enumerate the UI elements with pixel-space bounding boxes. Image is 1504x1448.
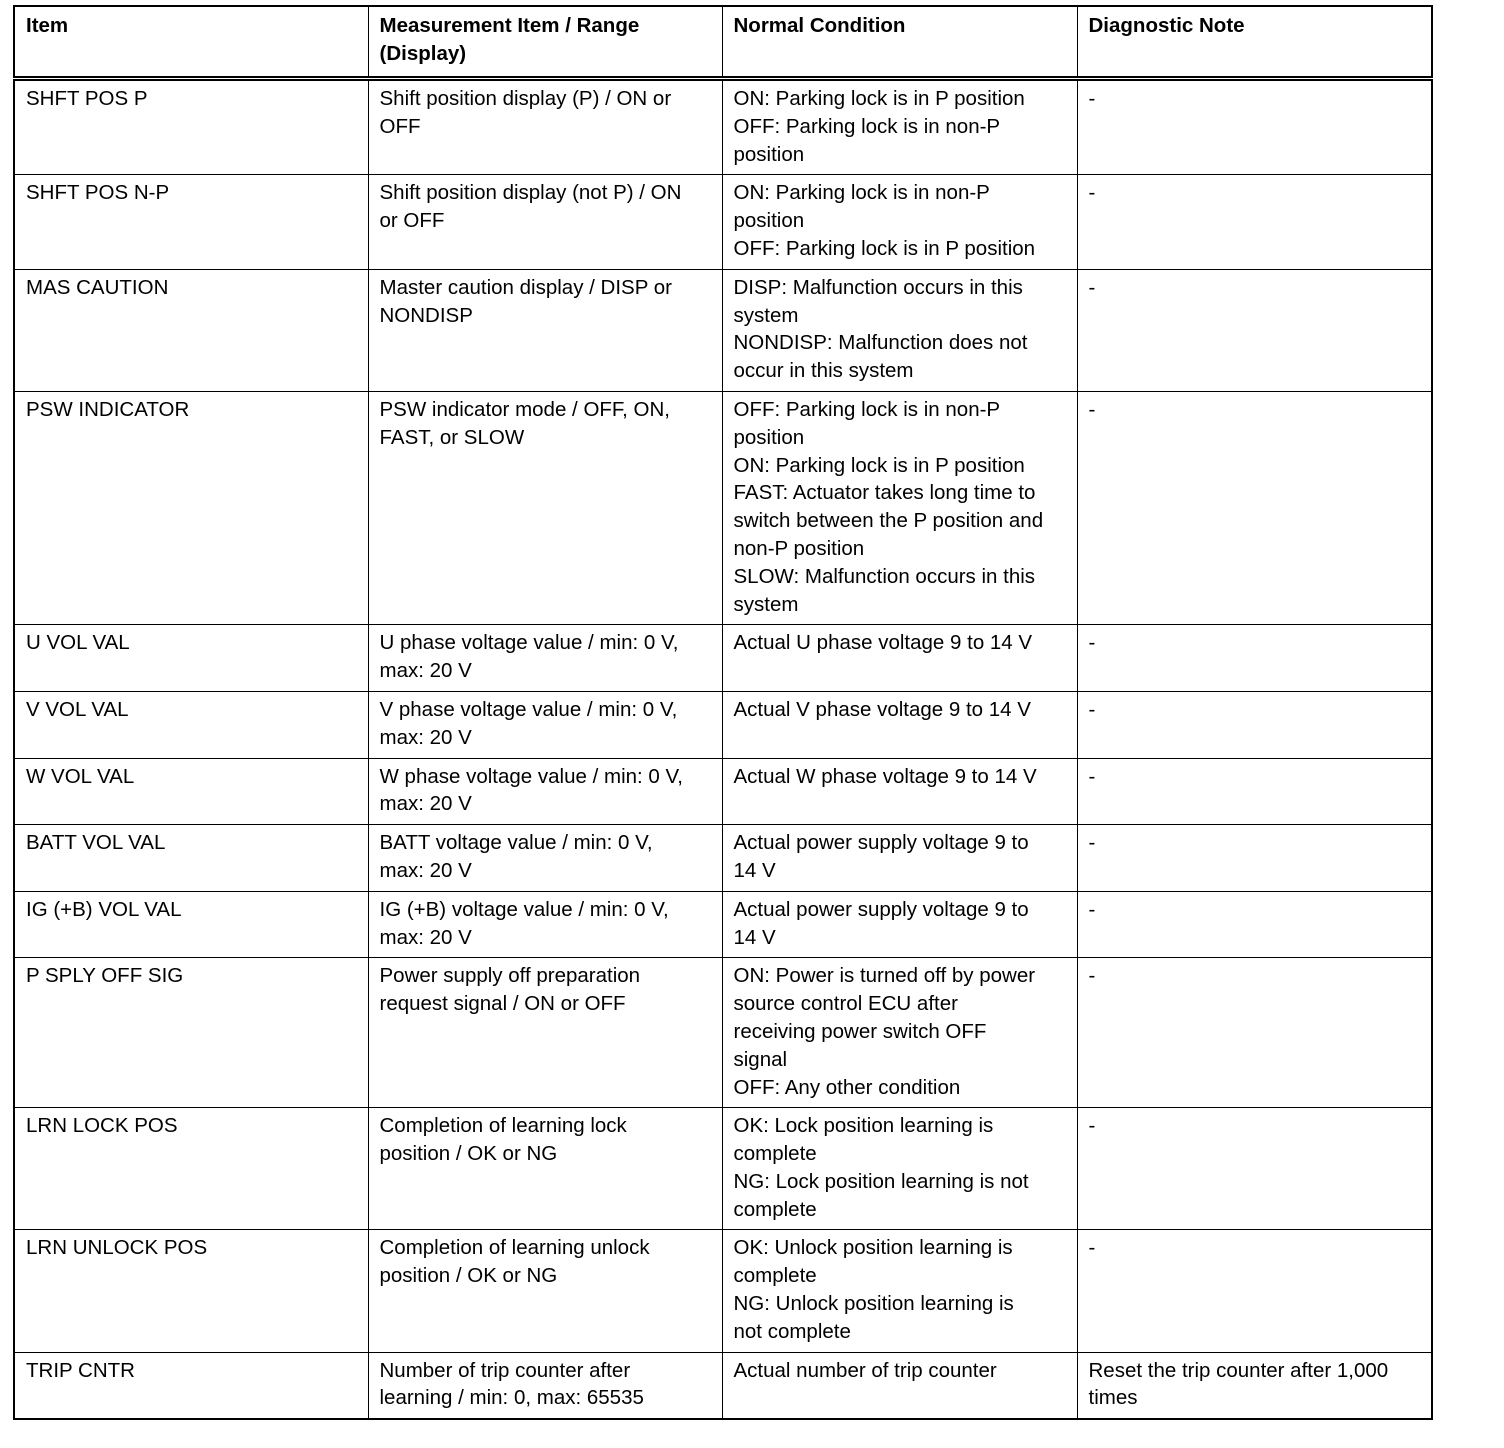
cell-text-line: Actual power supply voltage 9 to xyxy=(733,897,1029,921)
item-name: LRN UNLOCK POS xyxy=(26,1236,208,1260)
cell-text-line: ON: Parking lock is in non-P xyxy=(733,181,990,205)
item-name: U VOL VAL xyxy=(26,631,130,655)
cell-measurement xyxy=(368,79,722,175)
cell-normal-condition xyxy=(722,625,1077,692)
cell-measurement xyxy=(368,758,722,825)
cell-item xyxy=(14,269,368,391)
item-name: MAS CAUTION xyxy=(26,275,169,299)
item-name: BATT VOL VAL xyxy=(26,831,166,855)
cell-text-line: switch between the P position and xyxy=(733,509,1044,533)
cell-diagnostic-note xyxy=(1077,625,1432,692)
cell-text-line: max: 20 V xyxy=(379,725,472,749)
cell-text-line: OK: Lock position learning is xyxy=(733,1114,994,1138)
cell-diagnostic-note xyxy=(1077,175,1432,269)
cell-text-line: OFF: Parking lock is in non-P xyxy=(733,397,1001,421)
cell-diagnostic-note xyxy=(1077,1352,1432,1419)
cell-text-line: source control ECU after xyxy=(733,992,958,1016)
cell-text-line: Master caution display / DISP or xyxy=(379,275,672,299)
cell-normal-condition xyxy=(722,958,1077,1108)
header-measurement xyxy=(368,6,722,79)
cell-text-line: - xyxy=(1088,964,1096,988)
cell-item xyxy=(14,891,368,958)
table-row xyxy=(14,625,1432,692)
header-diagnostic-note xyxy=(1077,6,1432,79)
cell-measurement xyxy=(368,1352,722,1419)
cell-normal-condition xyxy=(722,79,1077,175)
table-row xyxy=(14,175,1432,269)
item-name: W VOL VAL xyxy=(26,764,135,788)
table-row xyxy=(14,1230,1432,1352)
cell-text-line: - xyxy=(1088,697,1096,721)
cell-text-line: ON: Parking lock is in P position xyxy=(733,87,1025,110)
cell-measurement xyxy=(368,958,722,1108)
cell-text-line: 14 V xyxy=(733,858,776,882)
cell-text-line: (Display) xyxy=(379,41,467,65)
cell-text-line: FAST: Actuator takes long time to xyxy=(733,481,1036,505)
cell-text-line: Actual V phase voltage 9 to 14 V xyxy=(733,697,1031,721)
cell-text-line: - xyxy=(1088,764,1096,788)
cell-normal-condition xyxy=(722,691,1077,758)
cell-text-line: FAST, or SLOW xyxy=(379,425,525,449)
cell-text-line: max: 20 V xyxy=(379,858,472,882)
cell-measurement xyxy=(368,175,722,269)
cell-item xyxy=(14,691,368,758)
cell-diagnostic-note xyxy=(1077,79,1432,175)
cell-diagnostic-note xyxy=(1077,958,1432,1108)
item-name: P SPLY OFF SIG xyxy=(26,964,184,988)
table-row xyxy=(14,1352,1432,1419)
cell-measurement xyxy=(368,269,722,391)
cell-text-line: Normal Condition xyxy=(733,14,906,37)
cell-text-line: - xyxy=(1088,181,1096,205)
cell-item xyxy=(14,758,368,825)
cell-text-line: NONDISP xyxy=(379,303,473,327)
cell-measurement xyxy=(368,625,722,692)
cell-text-line: position xyxy=(733,425,805,449)
cell-diagnostic-note xyxy=(1077,1108,1432,1230)
cell-measurement xyxy=(368,1230,722,1352)
header-item xyxy=(14,6,368,79)
cell-diagnostic-note xyxy=(1077,758,1432,825)
cell-text-line: DISP: Malfunction occurs in this xyxy=(733,275,1023,299)
cell-text-line: Actual W phase voltage 9 to 14 V xyxy=(733,764,1037,788)
cell-text-line: Reset the trip counter after 1,000 xyxy=(1088,1358,1389,1382)
cell-measurement xyxy=(368,1108,722,1230)
header-row xyxy=(14,6,1432,79)
table-row xyxy=(14,891,1432,958)
cell-text-line: - xyxy=(1088,1114,1096,1138)
data-list-table xyxy=(13,5,1433,1420)
cell-text-line: Completion of learning lock xyxy=(379,1114,627,1138)
cell-diagnostic-note xyxy=(1077,1230,1432,1352)
cell-item xyxy=(14,79,368,175)
cell-text-line: - xyxy=(1088,397,1096,421)
cell-text-line: Item xyxy=(26,14,69,37)
cell-text-line: NONDISP: Malfunction does not xyxy=(733,331,1028,355)
table-row xyxy=(14,825,1432,892)
cell-text-line: system xyxy=(733,592,799,616)
cell-diagnostic-note xyxy=(1077,391,1432,624)
cell-text-line: receiving power switch OFF xyxy=(733,1019,987,1043)
cell-text-line: Number of trip counter after xyxy=(379,1358,631,1382)
cell-normal-condition xyxy=(722,1230,1077,1352)
cell-text-line: non-P position xyxy=(733,536,865,560)
cell-text-line: U phase voltage value / min: 0 V, xyxy=(379,631,679,655)
cell-text-line: Shift position display (P) / ON or xyxy=(379,87,672,110)
cell-text-line: SLOW: Malfunction occurs in this xyxy=(733,564,1036,588)
cell-text-line: Actual U phase voltage 9 to 14 V xyxy=(733,631,1033,655)
table-row xyxy=(14,391,1432,624)
cell-measurement xyxy=(368,691,722,758)
cell-text-line: system xyxy=(733,303,799,327)
cell-text-line: complete xyxy=(733,1264,817,1288)
table-row xyxy=(14,269,1432,391)
cell-normal-condition xyxy=(722,391,1077,624)
cell-text-line: position xyxy=(733,209,805,233)
cell-normal-condition xyxy=(722,1108,1077,1230)
cell-text-line: W phase voltage value / min: 0 V, xyxy=(379,764,683,788)
cell-diagnostic-note xyxy=(1077,269,1432,391)
cell-item xyxy=(14,175,368,269)
table-body xyxy=(14,79,1432,1420)
cell-text-line: complete xyxy=(733,1197,817,1221)
cell-text-line: - xyxy=(1088,897,1096,921)
cell-diagnostic-note xyxy=(1077,891,1432,958)
table-row xyxy=(14,79,1432,175)
cell-text-line: learning / min: 0, max: 65535 xyxy=(379,1386,644,1410)
table-row xyxy=(14,691,1432,758)
table-header xyxy=(14,6,1432,79)
item-name: PSW INDICATOR xyxy=(26,397,190,421)
cell-text-line: NG: Lock position learning is not xyxy=(733,1169,1029,1193)
cell-item xyxy=(14,958,368,1108)
cell-text-line: PSW indicator mode / OFF, ON, xyxy=(379,397,670,421)
cell-diagnostic-note xyxy=(1077,825,1432,892)
cell-text-line: - xyxy=(1088,831,1096,855)
item-name: V VOL VAL xyxy=(26,697,129,721)
cell-text-line: request signal / ON or OFF xyxy=(379,992,626,1016)
cell-text-line: OFF: Parking lock is in P position xyxy=(733,236,1036,260)
cell-text-line: max: 20 V xyxy=(379,925,472,949)
cell-text-line: position / OK or NG xyxy=(379,1142,558,1166)
item-name: TRIP CNTR xyxy=(26,1358,135,1382)
cell-text-line: Completion of learning unlock xyxy=(379,1236,650,1260)
cell-text-line: position / OK or NG xyxy=(379,1264,558,1288)
cell-text-line: Measurement Item / Range xyxy=(379,14,640,37)
cell-diagnostic-note xyxy=(1077,691,1432,758)
cell-normal-condition xyxy=(722,1352,1077,1419)
cell-text-line: Power supply off preparation xyxy=(379,964,641,988)
cell-text-line: ON: Parking lock is in P position xyxy=(733,453,1025,477)
item-name: IG (+B) VOL VAL xyxy=(26,897,182,921)
cell-measurement xyxy=(368,891,722,958)
cell-text-line: OFF xyxy=(379,114,421,138)
header-normal-condition xyxy=(722,6,1077,79)
cell-item xyxy=(14,1108,368,1230)
cell-measurement xyxy=(368,825,722,892)
cell-item xyxy=(14,1230,368,1352)
cell-item xyxy=(14,625,368,692)
table-row xyxy=(14,758,1432,825)
cell-text-line: OK: Unlock position learning is xyxy=(733,1236,1013,1260)
table-row xyxy=(14,1108,1432,1230)
cell-text-line: max: 20 V xyxy=(379,792,472,816)
cell-text-line: - xyxy=(1088,275,1096,299)
cell-normal-condition xyxy=(722,758,1077,825)
cell-text-line: position xyxy=(733,142,805,166)
cell-item xyxy=(14,391,368,624)
cell-text-line: - xyxy=(1088,1236,1096,1260)
cell-text-line: ON: Power is turned off by power xyxy=(733,964,1036,988)
cell-normal-condition xyxy=(722,269,1077,391)
cell-text-line: max: 20 V xyxy=(379,659,472,683)
cell-text-line: not complete xyxy=(733,1319,851,1343)
cell-measurement xyxy=(368,391,722,624)
cell-text-line: - xyxy=(1088,87,1096,110)
cell-text-line: - xyxy=(1088,631,1096,655)
item-name: LRN LOCK POS xyxy=(26,1114,178,1138)
cell-text-line: NG: Unlock position learning is xyxy=(733,1292,1014,1316)
item-name: SHFT POS P xyxy=(26,87,148,110)
cell-normal-condition xyxy=(722,175,1077,269)
cell-text-line: Shift position display (not P) / ON xyxy=(379,181,682,205)
cell-text-line: IG (+B) voltage value / min: 0 V, xyxy=(379,897,669,921)
cell-text-line: V phase voltage value / min: 0 V, xyxy=(379,697,678,721)
cell-text-line: occur in this system xyxy=(733,359,914,383)
cell-text-line: 14 V xyxy=(733,925,776,949)
table-row xyxy=(14,958,1432,1108)
cell-item xyxy=(14,825,368,892)
cell-text-line: signal xyxy=(733,1047,788,1071)
cell-text-line: times xyxy=(1088,1386,1138,1410)
cell-text-line: Diagnostic Note xyxy=(1088,14,1245,37)
cell-text-line: BATT voltage value / min: 0 V, xyxy=(379,831,653,855)
cell-text-line: Actual power supply voltage 9 to xyxy=(733,831,1029,855)
cell-text-line: OFF: Parking lock is in non-P xyxy=(733,114,1001,138)
cell-text-line: or OFF xyxy=(379,209,445,233)
cell-normal-condition xyxy=(722,891,1077,958)
item-name: SHFT POS N-P xyxy=(26,181,170,205)
cell-normal-condition xyxy=(722,825,1077,892)
cell-text-line: Actual number of trip counter xyxy=(733,1358,997,1382)
cell-text-line: complete xyxy=(733,1142,817,1166)
cell-item xyxy=(14,1352,368,1419)
cell-text-line: OFF: Any other condition xyxy=(733,1075,961,1099)
